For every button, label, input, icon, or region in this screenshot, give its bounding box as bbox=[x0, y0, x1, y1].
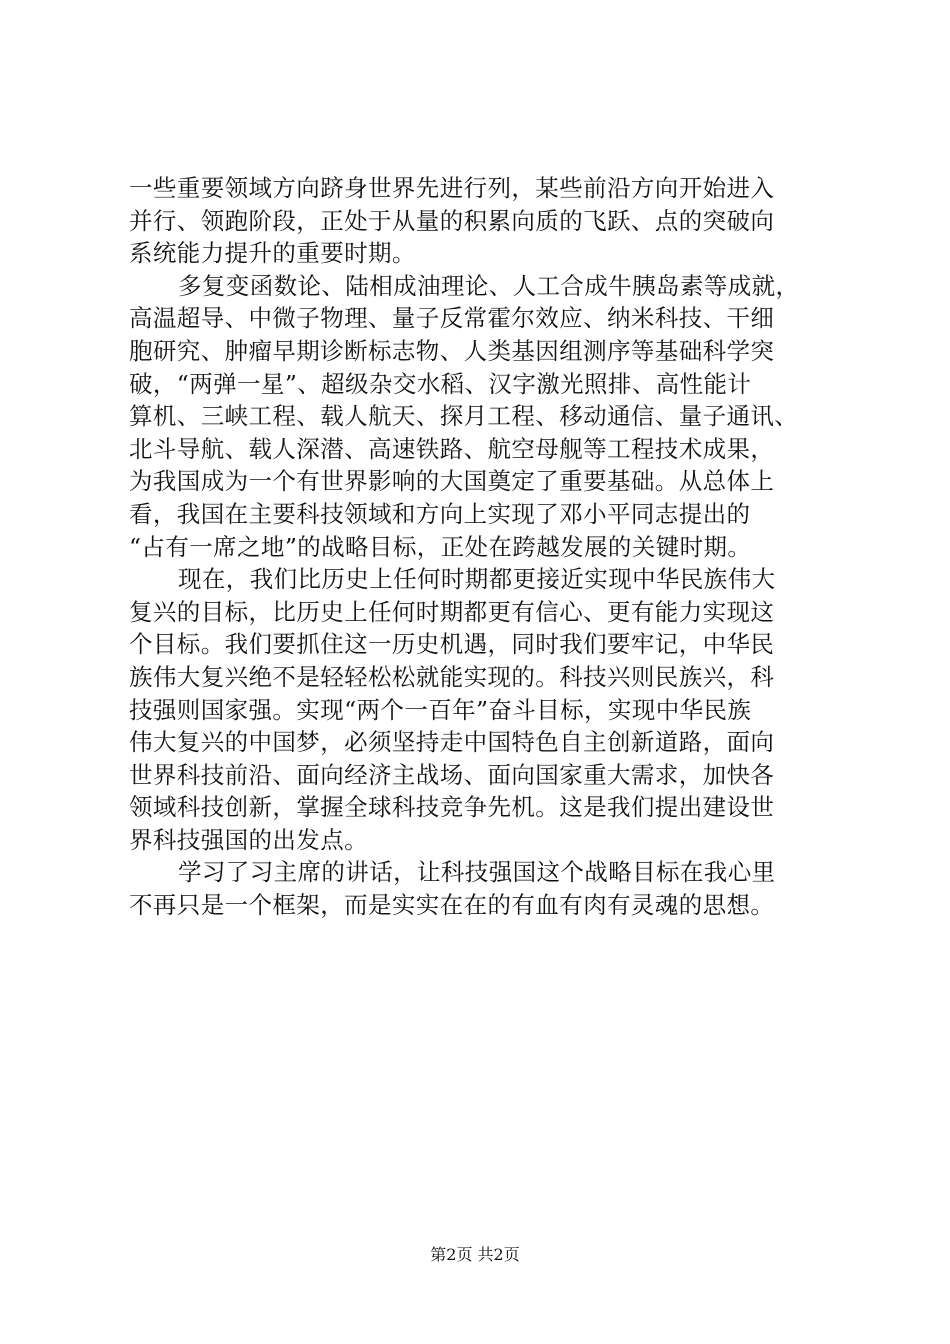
paragraph-first-line: 学习了习主席的讲话，让科技强国这个战略目标在我心里 bbox=[178, 858, 776, 887]
text-line: 一些重要领域方向跻身世界先进行列，某些前沿方向开始进入 bbox=[129, 174, 775, 202]
text-line: 看，我国在主要科技领域和方向上实现了邓小平同志提出的 bbox=[129, 499, 751, 528]
paragraph-first-line: 现在，我们比历史上任何时期都更接近实现中华民族伟大 bbox=[178, 565, 776, 594]
page-number-label: 第2页 共2页 bbox=[430, 1245, 520, 1264]
text-line: 族伟大复兴绝不是轻轻松松就能实现的。科技兴则民族兴，科 bbox=[129, 662, 775, 691]
text-line: 个目标。我们要抓住这一历史机遇，同时我们要牢记，中华民 bbox=[129, 630, 775, 659]
text-line: 并行、领跑阶段，正处于从量的积累向质的飞跃、点的突破向 bbox=[129, 206, 775, 235]
text-line: 高温超导、中微子物理、量子反常霍尔效应、纳米科技、干细 bbox=[129, 304, 775, 333]
text-line: 算机、三峡工程、载人航天、探月工程、移动通信、量子通讯、 bbox=[129, 402, 799, 431]
text-line: 胞研究、肿瘤早期诊断标志物、人类基因组测序等基础科学突 bbox=[129, 336, 775, 365]
text-line: 为我国成为一个有世界影响的大国奠定了重要基础。从总体上 bbox=[129, 467, 775, 496]
text-line: 伟大复兴的中国梦，必须坚持走中国特色自主创新道路，面向 bbox=[129, 728, 775, 757]
text-line: 领域科技创新，掌握全球科技竞争先机。这是我们提出建设世 bbox=[129, 793, 775, 822]
text-line: “占有一席之地”的战略目标，正处在跨越发展的关键时期。 bbox=[129, 532, 752, 561]
text-line: 北斗导航、载人深潜、高速铁路、航空母舰等工程技术成果， bbox=[129, 434, 775, 463]
paragraph-first-line: 多复变函数论、陆相成油理论、人工合成牛胰岛素等成就， bbox=[178, 271, 800, 300]
page-footer bbox=[0, 1244, 950, 1266]
text-line: 破，“两弹一星”、超级杂交水稻、汉字激光照排、高性能计 bbox=[129, 369, 752, 398]
text-line: 世界科技前沿、面向经济主战场、面向国家重大需求，加快各 bbox=[129, 760, 775, 789]
document-body bbox=[129, 172, 839, 922]
text-line: 复兴的目标，比历史上任何时期都更有信心、更有能力实现这 bbox=[129, 597, 775, 626]
text-line: 不再只是一个框架，而是实实在在的有血有肉有灵魂的思想。 bbox=[129, 891, 775, 920]
text-line: 界科技强国的出发点。 bbox=[129, 825, 368, 854]
text-line: 技强则国家强。实现“两个一百年”奋斗目标，实现中华民族 bbox=[129, 695, 752, 724]
text-line: 系统能力提升的重要时期。 bbox=[129, 239, 416, 268]
